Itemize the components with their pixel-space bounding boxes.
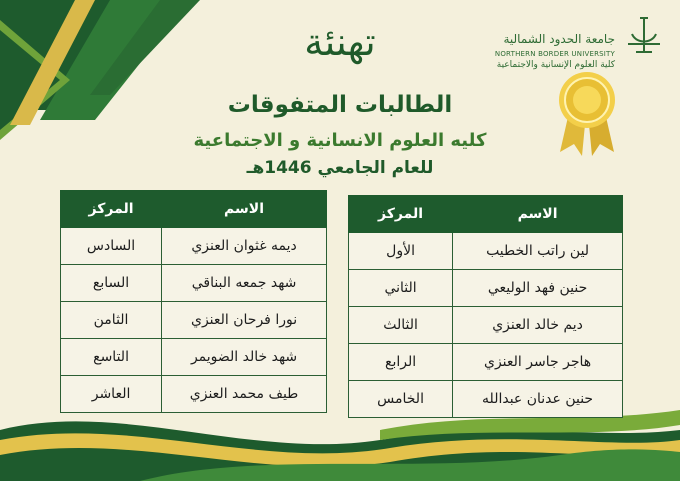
college-name-ar: كلية العلوم الإنسانية والاجتماعية xyxy=(496,60,615,70)
student-name: لين راتب الخطيب xyxy=(453,233,623,270)
student-rank: الثالث xyxy=(349,307,453,344)
student-name: حنين فهد الوليعي xyxy=(453,270,623,307)
university-emblem-icon xyxy=(622,14,666,58)
ranks-table-second xyxy=(60,190,327,413)
student-rank: الخامس xyxy=(349,381,453,418)
table-row xyxy=(349,270,623,307)
student-name: شهد خالد الضويمر xyxy=(162,339,327,376)
table-header-row xyxy=(61,191,327,228)
student-name: طيف محمد العنزي xyxy=(162,376,327,413)
student-name: نورا فرحان العنزي xyxy=(162,302,327,339)
student-name: شهد جمعه البناقي xyxy=(162,265,327,302)
column-header-name: الاسم xyxy=(453,196,623,233)
table-header-row xyxy=(349,196,623,233)
congratulations-heading: تهنئة xyxy=(304,20,376,64)
student-name: ديمه غثوان العنزي xyxy=(162,228,327,265)
table-row xyxy=(349,381,623,418)
student-rank: العاشر xyxy=(61,376,162,413)
table-row xyxy=(61,302,327,339)
student-rank: الثاني xyxy=(349,270,453,307)
table-row xyxy=(349,233,623,270)
student-rank: الأول xyxy=(349,233,453,270)
student-name: حنين عدنان عبدالله xyxy=(453,381,623,418)
ranks-table-first xyxy=(348,195,623,418)
college-subtitle: كليه العلوم الانسانية و الاجتماعية xyxy=(193,130,487,151)
page-title: الطالبات المتفوقات xyxy=(227,92,453,118)
student-rank: الثامن xyxy=(61,302,162,339)
university-name-en: NORTHERN BORDER UNIVERSITY xyxy=(494,50,615,58)
university-logo xyxy=(490,12,670,72)
academic-year: للعام الجامعي 1446هـ xyxy=(246,158,434,178)
university-name-ar: جامعة الحدود الشمالية xyxy=(503,32,615,46)
table-row xyxy=(349,344,623,381)
table-row xyxy=(61,228,327,265)
student-rank: السادس xyxy=(61,228,162,265)
column-header-name: الاسم xyxy=(162,191,327,228)
table-row xyxy=(61,265,327,302)
student-name: ديم خالد العنزي xyxy=(453,307,623,344)
table-row xyxy=(61,376,327,413)
table-row xyxy=(61,339,327,376)
student-rank: السابع xyxy=(61,265,162,302)
student-rank: الرابع xyxy=(349,344,453,381)
column-header-rank: المركز xyxy=(349,196,453,233)
column-header-rank: المركز xyxy=(61,191,162,228)
table-row xyxy=(349,307,623,344)
student-rank: التاسع xyxy=(61,339,162,376)
student-name: هاجر جاسر العنزي xyxy=(453,344,623,381)
